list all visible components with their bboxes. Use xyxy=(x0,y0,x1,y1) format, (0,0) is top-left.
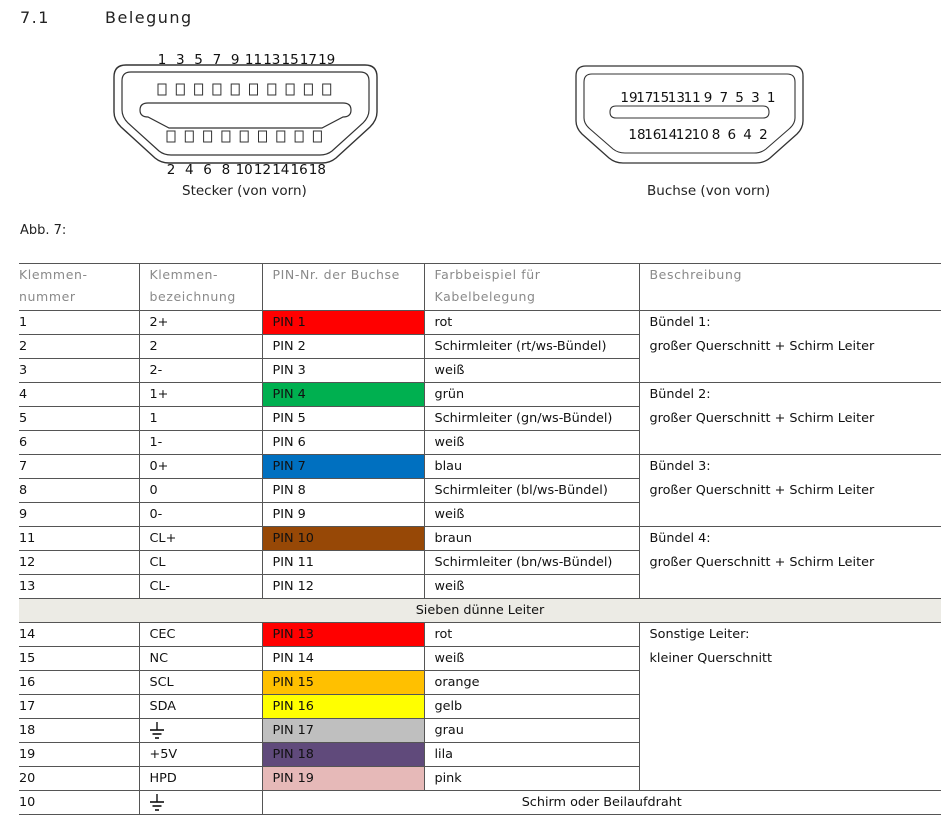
plug-contact xyxy=(277,131,285,142)
socket-pin-label: 2 xyxy=(759,127,768,143)
socket-pin-label: 17 xyxy=(636,90,654,106)
pin-cell: PIN 11 xyxy=(262,551,424,575)
plug-tongue xyxy=(140,103,351,128)
bundle-title: Bündel 2: xyxy=(649,387,711,402)
socket-pin-label: 1 xyxy=(766,90,776,106)
klemmenbezeichnung-cell: HPD xyxy=(139,767,262,791)
plug-contact xyxy=(167,131,175,142)
farbe-cell: grau xyxy=(424,719,639,743)
bundle-text: großer Querschnitt + Schirm Leiter xyxy=(649,411,875,426)
plug-pin-label: 16 xyxy=(290,162,308,178)
shield-description-cell: Schirm oder Beilaufdraht xyxy=(262,791,941,815)
plug-contact xyxy=(176,84,184,95)
socket-pin-label: 11 xyxy=(683,90,701,106)
klemmenbezeichnung-cell: NC xyxy=(139,647,262,671)
plug-contact xyxy=(185,131,193,142)
bundle-description xyxy=(639,383,941,455)
pin-cell: PIN 8 xyxy=(262,479,424,503)
table-row xyxy=(19,623,941,647)
klemmenbezeichnung-cell: CL- xyxy=(139,575,262,599)
pin-cell: PIN 6 xyxy=(262,431,424,455)
table-row xyxy=(19,455,941,479)
plug-contact xyxy=(222,131,230,142)
farbe-cell: pink xyxy=(424,767,639,791)
plug-pin-label: 6 xyxy=(203,162,212,178)
socket-pin-label: 5 xyxy=(735,90,744,106)
pin-cell: PIN 9 xyxy=(262,503,424,527)
plug-contact xyxy=(213,84,221,95)
bundle-text: großer Querschnitt + Schirm Leiter xyxy=(649,555,875,570)
farbe-cell: weiß xyxy=(424,431,639,455)
pin-cell: PIN 1 xyxy=(262,311,424,335)
plug-top-contacts xyxy=(158,84,331,95)
plug-pin-label: 4 xyxy=(185,162,194,178)
pin-cell: PIN 13 xyxy=(262,623,424,647)
klemmenbezeichnung-cell: CEC xyxy=(139,623,262,647)
socket-pin-label: 4 xyxy=(743,127,752,143)
ground-icon xyxy=(150,722,164,740)
plug-pin-label: 7 xyxy=(212,52,222,68)
bundle-title: Bündel 1: xyxy=(649,315,711,330)
klemmenbezeichnung-cell: CL+ xyxy=(139,527,262,551)
klemmennummer-cell: 5 xyxy=(19,407,139,431)
klemmenbezeichnung-cell: 2- xyxy=(139,359,262,383)
farbe-cell: rot xyxy=(424,623,639,647)
farbe-cell: orange xyxy=(424,671,639,695)
socket-pin-label: 10 xyxy=(691,127,709,143)
plug-bottom-pin-labels xyxy=(167,162,326,178)
hdmi-plug-diagram xyxy=(108,48,383,183)
other-title: Sonstige Leiter: xyxy=(649,627,750,642)
header-farbbeispiel: Farbbeispiel für Kabelbelegung xyxy=(424,264,639,311)
plug-contact xyxy=(158,84,166,95)
plug-pin-label: 12 xyxy=(253,162,272,178)
figure-label: Abb. 7: xyxy=(20,223,67,238)
socket-pin-label: 9 xyxy=(703,90,713,106)
plug-pin-label: 1 xyxy=(157,52,167,68)
bundle-description xyxy=(639,527,941,599)
pin-assignment-table xyxy=(19,263,941,815)
plug-pin-label: 9 xyxy=(230,52,240,68)
pin-cell: PIN 5 xyxy=(262,407,424,431)
klemmennummer-cell: 11 xyxy=(19,527,139,551)
plug-contact xyxy=(195,84,203,95)
farbe-cell: blau xyxy=(424,455,639,479)
klemmenbezeichnung-cell: CL xyxy=(139,551,262,575)
plug-pin-label: 8 xyxy=(221,162,231,178)
separator-label: Sieben dünne Leiter xyxy=(19,599,941,623)
pin-cell: PIN 17 xyxy=(262,719,424,743)
socket-pin-label: 14 xyxy=(660,127,678,143)
bundle-description xyxy=(639,455,941,527)
plug-pin-label: 10 xyxy=(235,162,253,178)
plug-contact xyxy=(304,84,312,95)
klemmennummer-cell: 20 xyxy=(19,767,139,791)
klemmennummer-cell: 13 xyxy=(19,575,139,599)
klemmenbezeichnung-cell: SCL xyxy=(139,671,262,695)
other-text: kleiner Querschnitt xyxy=(649,651,773,666)
farbe-cell: Schirmleiter (rt/ws-Bündel) xyxy=(424,335,639,359)
plug-pin-label: 14 xyxy=(272,162,290,178)
plug-contact xyxy=(323,84,331,95)
klemmennummer-cell: 3 xyxy=(19,359,139,383)
socket-pin-label: 19 xyxy=(620,90,638,106)
pin-cell: PIN 15 xyxy=(262,671,424,695)
klemmennummer-cell: 6 xyxy=(19,431,139,455)
pin-cell: PIN 16 xyxy=(262,695,424,719)
farbe-cell: weiß xyxy=(424,575,639,599)
klemmenbezeichnung-cell: 2+ xyxy=(139,311,262,335)
socket-tongue xyxy=(610,106,769,118)
pin-cell: PIN 14 xyxy=(262,647,424,671)
header-klemmenbezeichnung: Klemmen-bezeichnung xyxy=(139,264,262,311)
klemmenbezeichnung-cell xyxy=(139,719,262,743)
plug-contact xyxy=(259,131,267,142)
socket-pin-label: 3 xyxy=(751,90,760,106)
section-heading xyxy=(20,8,193,27)
plug-contact xyxy=(250,84,258,95)
klemmennummer-cell: 14 xyxy=(19,623,139,647)
klemmennummer-cell: 18 xyxy=(19,719,139,743)
plug-pin-label: 17 xyxy=(299,52,317,68)
klemmenbezeichnung-cell: 1- xyxy=(139,431,262,455)
pin-cell: PIN 3 xyxy=(262,359,424,383)
klemmenbezeichnung-cell: 0 xyxy=(139,479,262,503)
klemmennummer-cell: 10 xyxy=(19,791,139,815)
pin-cell: PIN 12 xyxy=(262,575,424,599)
plug-pin-label: 13 xyxy=(263,52,281,68)
plug-contact xyxy=(295,131,303,142)
farbe-cell: weiß xyxy=(424,503,639,527)
plug-contact xyxy=(204,131,212,142)
plug-pin-label: 18 xyxy=(308,162,326,178)
plug-pin-label: 5 xyxy=(194,52,203,68)
plug-contact xyxy=(313,131,321,142)
pin-cell: PIN 19 xyxy=(262,767,424,791)
plug-pin-label: 19 xyxy=(318,52,336,68)
farbe-cell: Schirmleiter (bl/ws-Bündel) xyxy=(424,479,639,503)
plug-pin-label: 3 xyxy=(176,52,185,68)
klemmenbezeichnung-cell: 2 xyxy=(139,335,262,359)
farbe-cell: grün xyxy=(424,383,639,407)
farbe-cell: Schirmleiter (bn/ws-Bündel) xyxy=(424,551,639,575)
klemmennummer-cell: 2 xyxy=(19,335,139,359)
pin-cell: PIN 18 xyxy=(262,743,424,767)
pin-cell: PIN 10 xyxy=(262,527,424,551)
socket-pin-label: 12 xyxy=(675,127,693,143)
table-row xyxy=(19,527,941,551)
plug-pin-label: 15 xyxy=(281,52,299,68)
farbe-cell: rot xyxy=(424,311,639,335)
socket-pin-label: 13 xyxy=(667,90,685,106)
header-pin-nr: PIN-Nr. der Buchse xyxy=(262,264,424,311)
farbe-cell: lila xyxy=(424,743,639,767)
klemmennummer-cell: 1 xyxy=(19,311,139,335)
klemmennummer-cell: 8 xyxy=(19,479,139,503)
table-row xyxy=(19,383,941,407)
plug-contact xyxy=(231,84,239,95)
table-header-row xyxy=(19,264,941,311)
bundle-title: Bündel 4: xyxy=(649,531,711,546)
plug-caption: Stecker (von vorn) xyxy=(182,183,307,199)
klemmenbezeichnung-cell xyxy=(139,791,262,815)
bundle-title: Bündel 3: xyxy=(649,459,711,474)
farbe-cell: weiß xyxy=(424,359,639,383)
socket-pin-label: 18 xyxy=(628,127,646,143)
section-number: 7.1 xyxy=(20,8,50,27)
hdmi-socket-diagram xyxy=(572,62,807,167)
klemmenbezeichnung-cell: SDA xyxy=(139,695,262,719)
socket-pin-label: 8 xyxy=(711,127,721,143)
socket-top-pin-labels xyxy=(620,90,775,106)
plug-outer-shell xyxy=(114,65,377,163)
socket-pin-label: 6 xyxy=(727,127,737,143)
klemmennummer-cell: 17 xyxy=(19,695,139,719)
plug-bottom-contacts xyxy=(167,131,321,142)
plug-contact xyxy=(268,84,276,95)
ground-icon xyxy=(150,794,164,812)
klemmennummer-cell: 19 xyxy=(19,743,139,767)
bundle-description xyxy=(639,311,941,383)
separator-row xyxy=(19,599,941,623)
klemmenbezeichnung-cell: 1+ xyxy=(139,383,262,407)
klemmennummer-cell: 16 xyxy=(19,671,139,695)
farbe-cell: weiß xyxy=(424,647,639,671)
bundle-text: großer Querschnitt + Schirm Leiter xyxy=(649,339,875,354)
header-beschreibung: Beschreibung xyxy=(639,264,941,311)
other-description xyxy=(639,623,941,791)
section-title: Belegung xyxy=(105,8,193,27)
klemmenbezeichnung-cell: +5V xyxy=(139,743,262,767)
plug-contact xyxy=(240,131,248,142)
pin-cell: PIN 4 xyxy=(262,383,424,407)
socket-pin-label: 16 xyxy=(644,127,662,143)
klemmennummer-cell: 9 xyxy=(19,503,139,527)
plug-pin-label: 2 xyxy=(166,162,176,178)
plug-pin-label: 11 xyxy=(244,52,263,68)
table-row xyxy=(19,311,941,335)
socket-pin-label: 7 xyxy=(719,90,729,106)
farbe-cell: braun xyxy=(424,527,639,551)
bundle-text: großer Querschnitt + Schirm Leiter xyxy=(649,483,875,498)
klemmennummer-cell: 12 xyxy=(19,551,139,575)
farbe-cell: gelb xyxy=(424,695,639,719)
klemmenbezeichnung-cell: 0+ xyxy=(139,455,262,479)
klemmenbezeichnung-cell: 0- xyxy=(139,503,262,527)
plug-contact xyxy=(286,84,294,95)
klemmennummer-cell: 15 xyxy=(19,647,139,671)
table-row xyxy=(19,791,941,815)
klemmennummer-cell: 7 xyxy=(19,455,139,479)
klemmenbezeichnung-cell: 1 xyxy=(139,407,262,431)
pin-cell: PIN 7 xyxy=(262,455,424,479)
klemmennummer-cell: 4 xyxy=(19,383,139,407)
pin-cell: PIN 2 xyxy=(262,335,424,359)
socket-pin-label: 15 xyxy=(652,90,670,106)
socket-bottom-pin-labels xyxy=(628,127,767,143)
farbe-cell: Schirmleiter (gn/ws-Bündel) xyxy=(424,407,639,431)
socket-caption: Buchse (von vorn) xyxy=(647,183,771,199)
header-klemmennummer: Klemmen-nummer xyxy=(19,264,139,311)
